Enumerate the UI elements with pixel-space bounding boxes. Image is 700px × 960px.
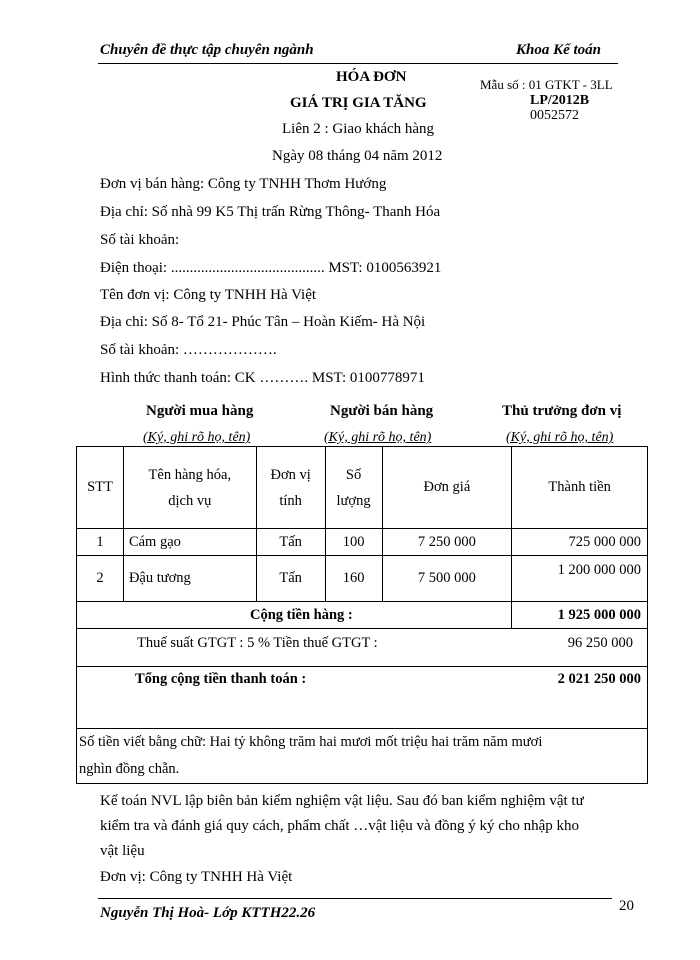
running-header-title: Chuyên đề thực tập chuyên ngành — [100, 42, 314, 58]
paragraph-line: Kế toán NVL lập biên bản kiểm nghiệm vật liệu. Sau đó ban kiểm nghiệm vật tư — [100, 793, 584, 809]
buyer-name: Tên đơn vị: Công ty TNHH Hà Việt — [100, 287, 317, 303]
col-amount-header: Thành tiền — [512, 447, 648, 529]
col-unit-header: Đơn vị tính — [256, 447, 325, 529]
table-header-row — [77, 447, 648, 529]
paragraph-line: kiểm tra và đánh giá quy cách, phẩm chất …vật liệu và đồng ý ký cho nhập kho — [100, 818, 580, 834]
subtotal-row — [77, 602, 648, 629]
row-price: 7 500 000 — [382, 556, 512, 602]
row-item-name: Đậu tương — [123, 556, 256, 602]
invoice-subtitle: GIÁ TRỊ GIA TĂNG — [290, 95, 427, 111]
seller-account: Số tài khoản: — [100, 232, 180, 248]
amount-in-words: Số tiền viết bằng chữ: Hai tỷ không trăm hai mươi mốt triệu hai trăm năm mươi nghìn đồng chẵn. — [77, 729, 648, 784]
footer-rule — [98, 898, 612, 899]
row-unit: Tấn — [256, 529, 325, 556]
signature-head: Thủ trưởng đơn vị — [502, 403, 622, 419]
row-amount: 725 000 000 — [512, 529, 648, 556]
subtotal-value: 1 925 000 000 — [512, 602, 648, 629]
invoice-table — [76, 446, 648, 784]
signature-seller: Người bán hàng — [330, 403, 434, 419]
signature-buyer-note: (Ký, ghi rõ họ, tên) — [143, 430, 251, 445]
row-item-name: Cám gạo — [123, 529, 256, 556]
page-number: 20 — [619, 898, 634, 914]
row-stt: 2 — [77, 556, 124, 602]
total-label: Tổng cộng tiền thanh toán : — [77, 667, 512, 729]
unit-line: Đơn vị: Công ty TNHH Hà Việt — [100, 869, 293, 885]
buyer-address: Địa chỉ: Số 8- Tổ 21- Phúc Tân – Hoàn Kiếm- Hà Nội — [100, 314, 426, 330]
vat-row — [77, 629, 648, 667]
col-name-header: Tên hàng hóa, dịch vụ — [123, 447, 256, 529]
seller-address: Địa chỉ: Số nhà 99 K5 Thị trấn Rừng Thông- Thanh Hóa — [100, 204, 441, 220]
vat-rate: Thuế suất GTGT : 5 % Tiền thuế GTGT : — [77, 629, 512, 667]
invoice-copy: Liên 2 : Giao khách hàng — [282, 121, 435, 137]
col-stt-header: STT — [77, 447, 124, 529]
buyer-payment-method: Hình thức thanh toán: CK ………. MST: 0100778971 — [100, 370, 425, 386]
signature-seller-note: (Ký, ghi rõ họ, tên) — [324, 430, 432, 445]
invoice-date: Ngày 08 tháng 04 năm 2012 — [272, 148, 443, 164]
col-qty-header: Số lượng — [325, 447, 382, 529]
amount-in-words-row — [77, 729, 648, 784]
vat-value: 96 250 000 — [512, 629, 648, 667]
col-price-header: Đơn giá — [382, 447, 512, 529]
header-rule — [98, 63, 618, 64]
seller-phone-tax: Điện thoại: ......................................... MST: 0100563921 — [100, 260, 442, 276]
subtotal-label: Cộng tiền hàng : — [77, 602, 512, 629]
total-value: 2 021 250 000 — [512, 667, 648, 729]
table-row — [77, 529, 648, 556]
paragraph-line: vật liệu — [100, 843, 145, 859]
running-header-department: Khoa Kế toán — [516, 42, 602, 58]
signature-buyer: Người mua hàng — [146, 403, 254, 419]
row-price: 7 250 000 — [382, 529, 512, 556]
table-row — [77, 556, 648, 602]
invoice-form-number: Mẫu số : 01 GTKT - 3LL — [480, 77, 613, 92]
footer-author: Nguyễn Thị Hoà- Lớp KTTH22.26 — [100, 905, 316, 921]
row-stt: 1 — [77, 529, 124, 556]
row-qty: 100 — [325, 529, 382, 556]
total-row — [77, 667, 648, 729]
row-qty: 160 — [325, 556, 382, 602]
row-unit: Tấn — [256, 556, 325, 602]
invoice-series: LP/2012B — [530, 93, 590, 108]
signature-head-note: (Ký, ghi rõ họ, tên) — [506, 430, 614, 445]
invoice-title: HÓA ĐƠN — [336, 69, 407, 85]
buyer-account: Số tài khoản: ………………. — [100, 342, 277, 358]
invoice-number: 0052572 — [530, 108, 579, 123]
seller-name: Đơn vị bán hàng: Công ty TNHH Thơm Hướng — [100, 176, 387, 192]
row-amount: 1 200 000 000 — [512, 556, 648, 602]
